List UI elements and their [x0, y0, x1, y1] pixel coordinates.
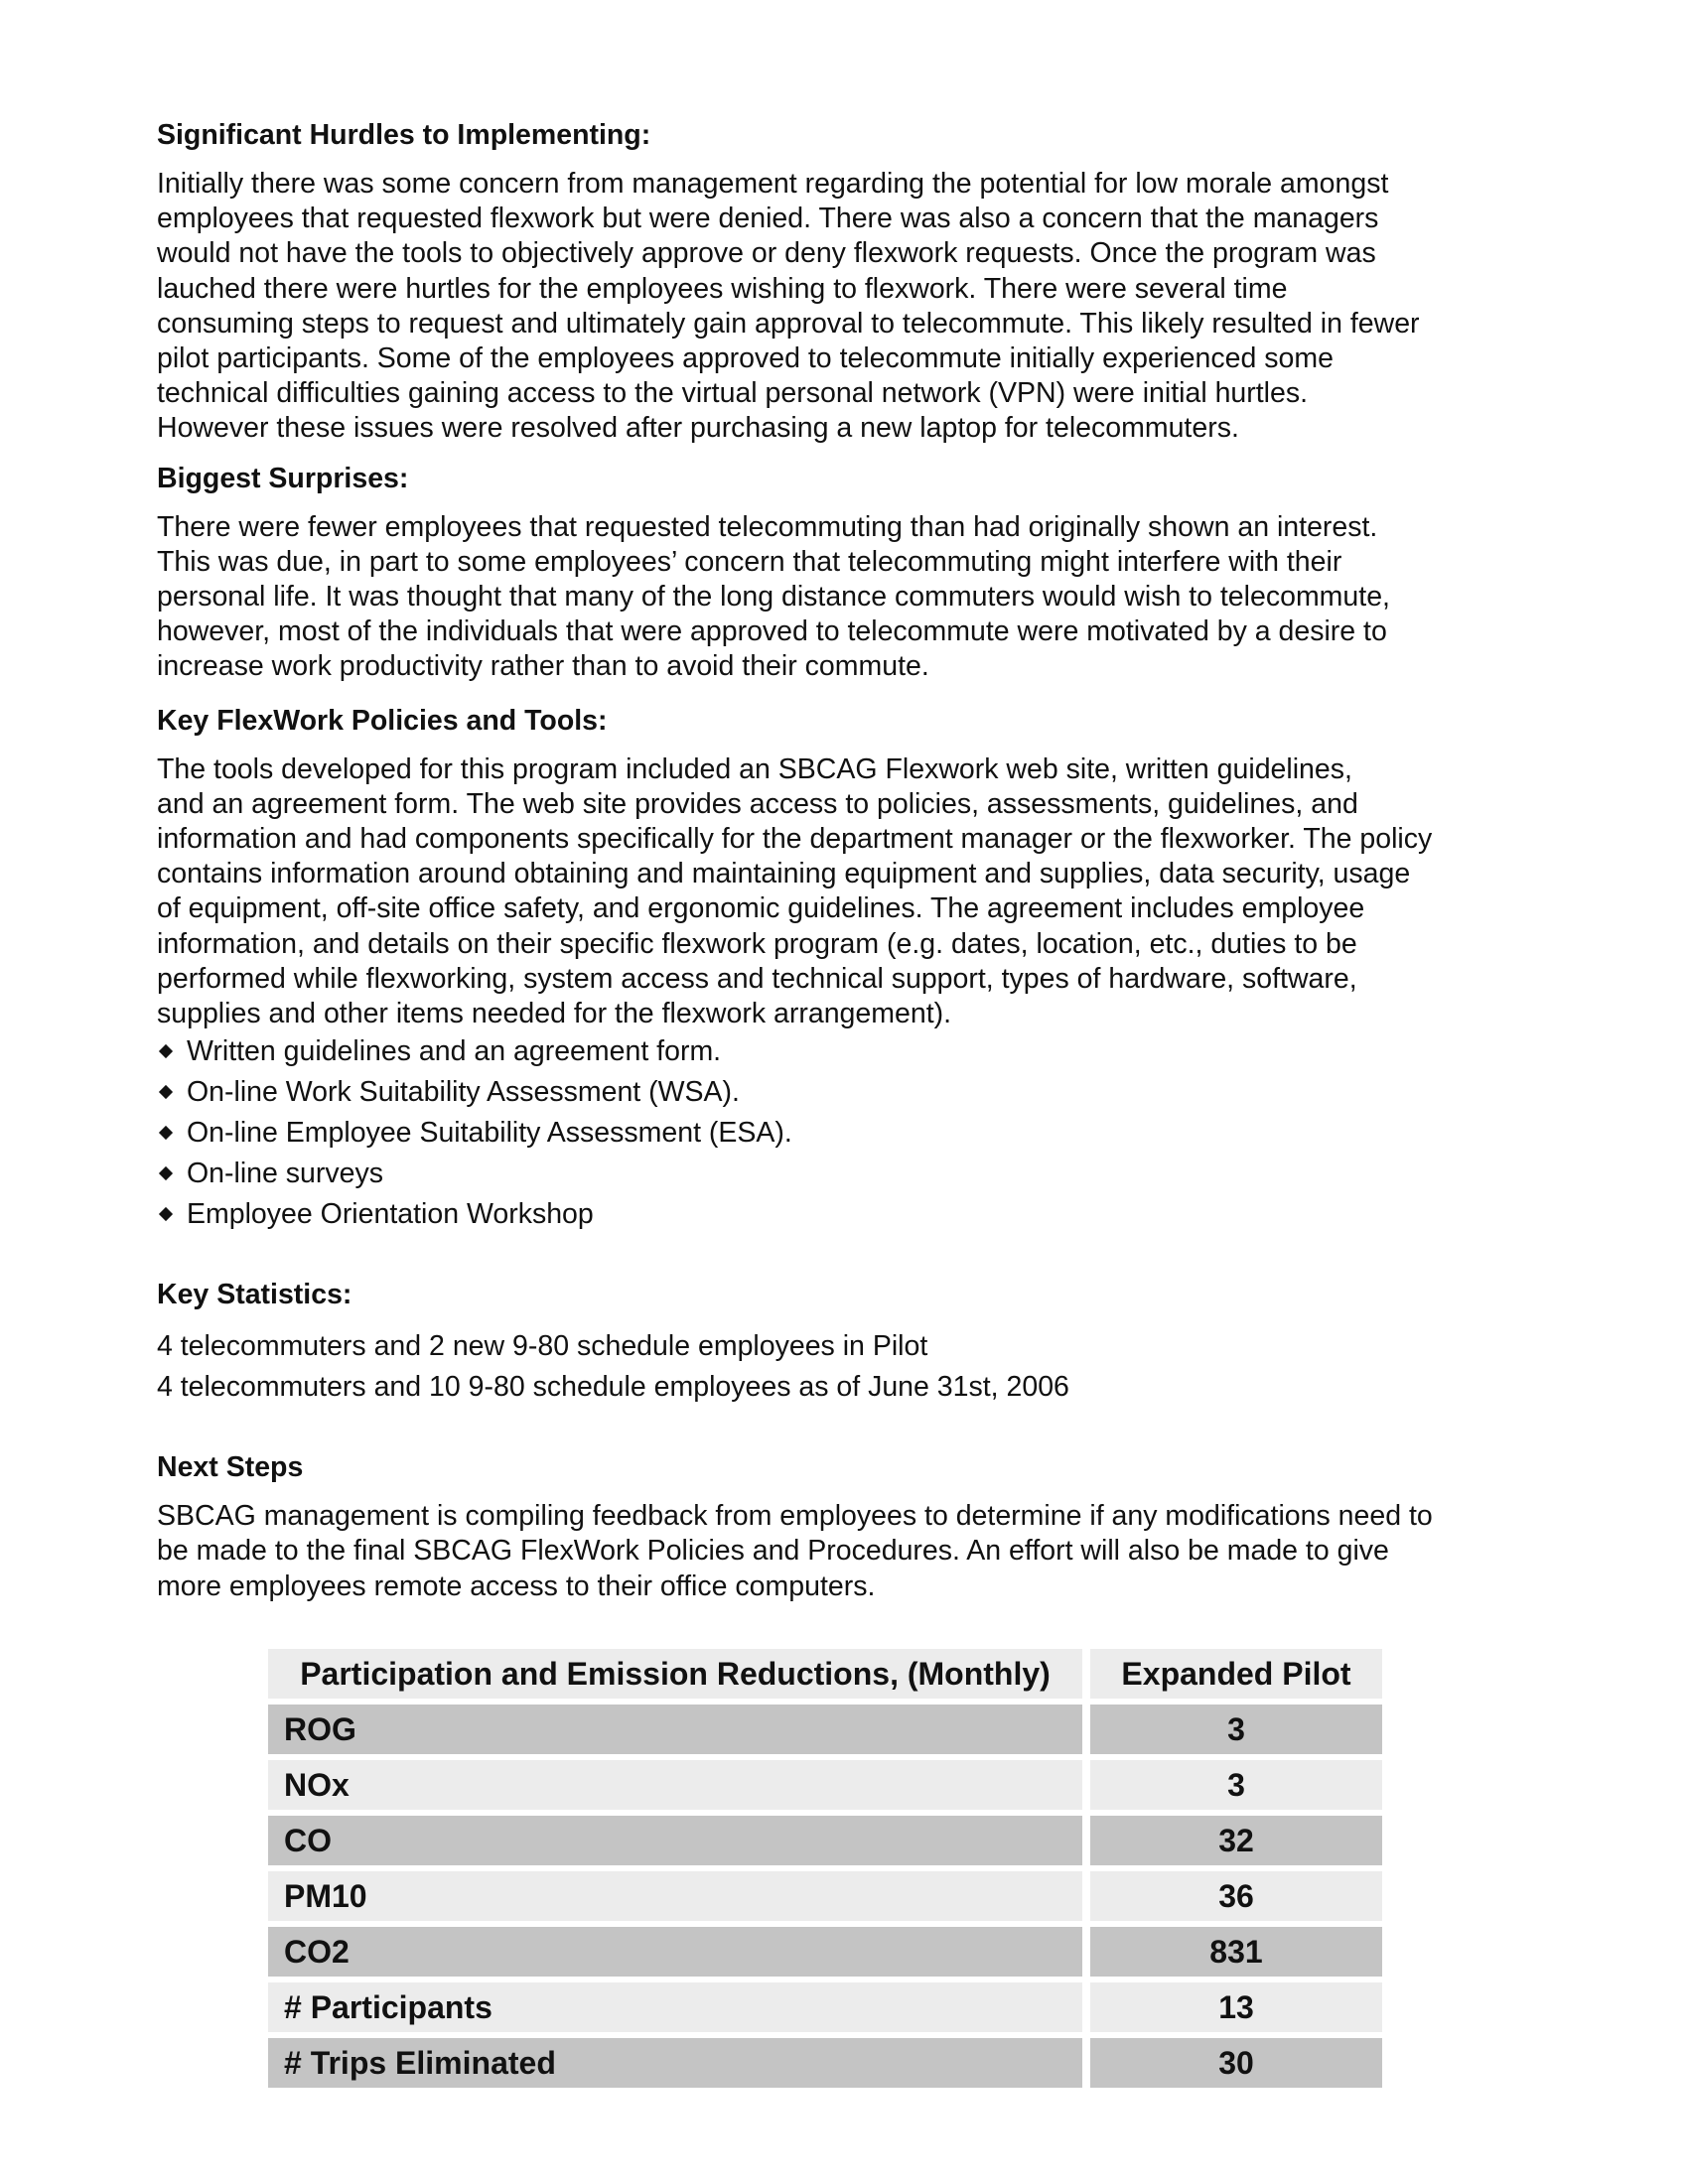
row-value: 32: [1090, 1816, 1382, 1865]
tools-bullet-list: [157, 1031, 1537, 1235]
row-value: 831: [1090, 1927, 1382, 1977]
table-row: [268, 2038, 1382, 2088]
list-item: On-line surveys: [157, 1154, 1537, 1194]
text-line: technical difficulties gaining access to the virtual personal network (VPN) were initial hurtles.: [157, 377, 1309, 410]
row-label: # Trips Eliminated: [268, 2038, 1082, 2088]
text-line: and an agreement form. The web site provides access to policies, assessments, guidelines, and: [157, 787, 1358, 820]
section-heading-hurdles: Significant Hurdles to Implementing:: [157, 119, 651, 151]
text-line: However these issues were resolved after purchasing a new laptop for telecommuters.: [157, 412, 1239, 445]
text-line: The tools developed for this program included an SBCAG Flexwork web site, written guidelines,: [157, 752, 1352, 785]
text-line: information, and details on their specific flexwork program (e.g. dates, location, etc., duties to be: [157, 927, 1357, 960]
section-body-next-steps: [157, 1499, 1537, 1604]
text-line: increase work productivity rather than to avoid their commute.: [157, 650, 929, 683]
text-line: be made to the final SBCAG FlexWork Policies and Procedures. An effort will also be made to give: [157, 1535, 1389, 1568]
text-line: information and had components specifically for the department manager or the flexworker. The policy: [157, 823, 1433, 856]
diamond-bullet-icon: [159, 1166, 173, 1180]
row-label: CO2: [268, 1927, 1082, 1977]
section-body-hurdles: [157, 167, 1537, 447]
row-value: 3: [1090, 1760, 1382, 1810]
text-line: more employees remote access to their office computers.: [157, 1570, 876, 1602]
row-label: ROG: [268, 1705, 1082, 1754]
row-value: 30: [1090, 2038, 1382, 2088]
text-line: SBCAG management is compiling feedback from employees to determine if any modifications need to: [157, 1500, 1433, 1533]
table-row: [268, 1760, 1382, 1810]
row-label: PM10: [268, 1871, 1082, 1921]
text-line: performed while flexworking, system access and technical support, types of hardware, software,: [157, 962, 1357, 995]
text-line: supplies and other items needed for the flexwork arrangement).: [157, 998, 952, 1030]
list-item: Written guidelines and an agreement form.: [157, 1031, 1537, 1072]
text-line: pilot participants. Some of the employees approved to telecommute initially experienced some: [157, 342, 1334, 375]
text-line: personal life. It was thought that many of the long distance commuters would wish to telecommute,: [157, 581, 1390, 614]
text-line: 4 telecommuters and 2 new 9-80 schedule employees in Pilot: [157, 1330, 928, 1363]
text-line: Initially there was some concern from management regarding the potential for low morale amongst: [157, 168, 1389, 200]
diamond-bullet-icon: [159, 1207, 173, 1221]
diamond-bullet-icon: [159, 1085, 173, 1099]
text-line: consuming steps to request and ultimately gain approval to telecommute. This likely resulted in fewer: [157, 307, 1420, 340]
section-heading-policies: Key FlexWork Policies and Tools:: [157, 704, 608, 737]
section-heading-next-steps: Next Steps: [157, 1451, 304, 1484]
diamond-bullet-icon: [159, 1126, 173, 1140]
diamond-bullet-icon: [159, 1044, 173, 1058]
text-line: There were fewer employees that requested telecommuting than had originally shown an interest.: [157, 510, 1378, 543]
row-value: 36: [1090, 1871, 1382, 1921]
section-heading-statistics: Key Statistics:: [157, 1279, 352, 1311]
section-heading-surprises: Biggest Surprises:: [157, 462, 409, 494]
table-row: [268, 1982, 1382, 2032]
column-header-measure: Participation and Emission Reductions, (Monthly): [268, 1649, 1082, 1699]
table-row: [268, 1816, 1382, 1865]
row-label: NOx: [268, 1760, 1082, 1810]
text-line: of equipment, off-site office safety, and ergonomic guidelines. The agreement includes employee: [157, 892, 1365, 925]
emission-reductions-table: [268, 1643, 1382, 2094]
row-value: 13: [1090, 1982, 1382, 2032]
text-line: This was due, in part to some employees’ concern that telecommuting might interfere with their: [157, 545, 1342, 578]
list-item: Employee Orientation Workshop: [157, 1194, 1537, 1235]
row-label: # Participants: [268, 1982, 1082, 2032]
text-line: however, most of the individuals that were approved to telecommute were motivated by a desire to: [157, 615, 1387, 648]
text-line: lauched there were hurtles for the employees wishing to flexwork. There were several time: [157, 272, 1288, 305]
section-body-surprises: [157, 510, 1537, 685]
text-line: contains information around obtaining and maintaining equipment and supplies, data security, usage: [157, 858, 1411, 890]
text-line: employees that requested flexwork but were denied. There was also a concern that the managers: [157, 203, 1379, 235]
row-label: CO: [268, 1816, 1082, 1865]
list-item: On-line Work Suitability Assessment (WSA).: [157, 1072, 1537, 1113]
text-line: 4 telecommuters and 10 9-80 schedule employees as of June 31st, 2006: [157, 1371, 1069, 1404]
row-value: 3: [1090, 1705, 1382, 1754]
text-line: would not have the tools to objectively approve or deny flexwork requests. Once the program was: [157, 237, 1376, 270]
section-body-statistics: [157, 1326, 1537, 1408]
list-item: On-line Employee Suitability Assessment (ESA).: [157, 1113, 1537, 1154]
column-header-expanded-pilot: Expanded Pilot: [1090, 1649, 1382, 1699]
table-row: [268, 1705, 1382, 1754]
section-body-policies: [157, 752, 1537, 1032]
document-page: [157, 117, 1537, 1604]
table-row: [268, 1927, 1382, 1977]
table-header-row: [268, 1649, 1382, 1699]
table-row: [268, 1871, 1382, 1921]
